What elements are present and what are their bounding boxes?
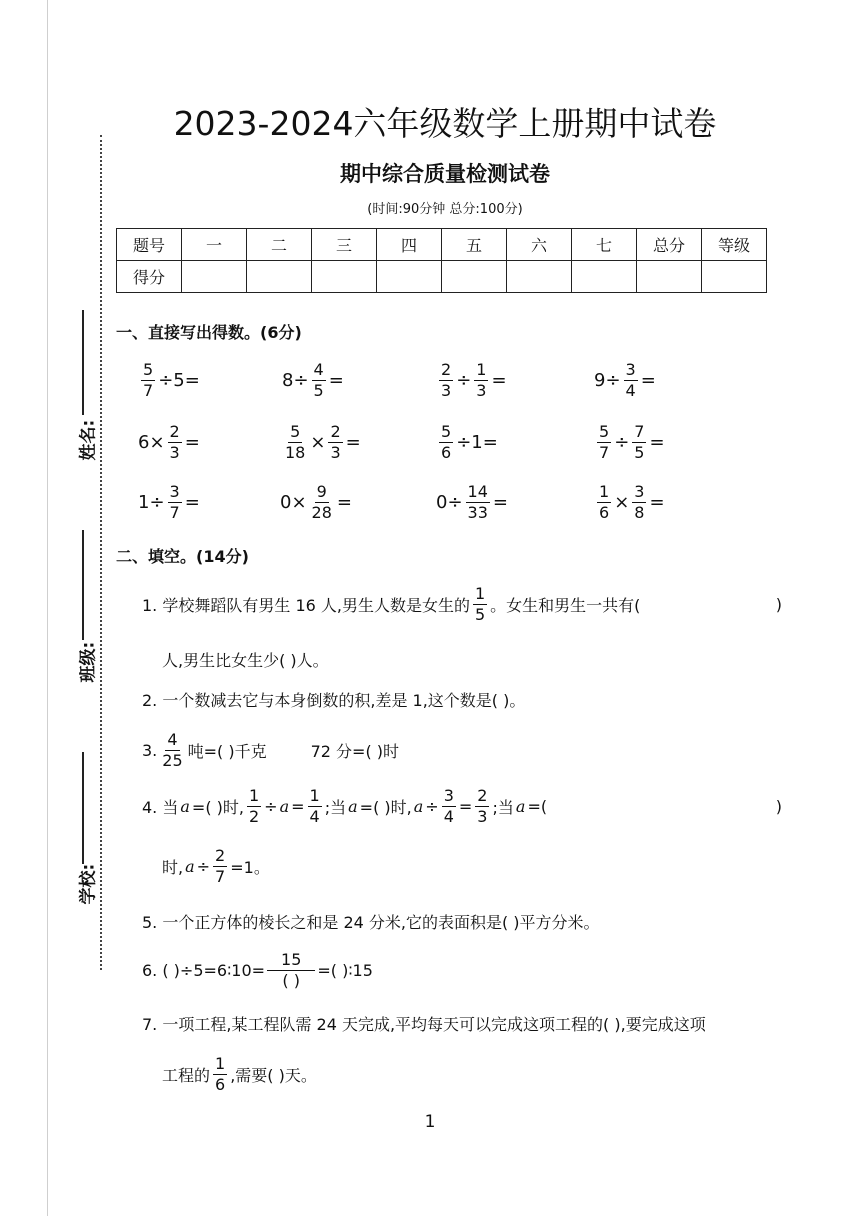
section1-title: 一、直接写出得数。(6分) [116,323,302,342]
calc-item: 0÷ $\frac{14}{33}$ = [436,482,508,522]
score-header-cell: 一 [182,229,247,261]
fraction: $\frac{5}{7}$ [599,422,610,462]
name-blank-line [82,310,84,415]
class-blank-line [82,530,84,640]
question-5: 5. 一个正方体的棱长之和是 24 分米,它的表面积是( )平方分米。 [142,913,600,932]
fraction: $\frac{2}{3}$ [441,360,452,400]
school-blank-line [82,752,84,864]
fraction: $\frac{1}{4}$ [309,786,320,826]
fraction: $\frac{2}{7}$ [215,846,226,886]
section2-title: 二、填空。(14分) [116,547,249,566]
calc-item: $\frac{5}{6}$ ÷1= [441,422,498,462]
exam-info: (时间:90分钟 总分:100分) [367,202,523,217]
question-4: 4. 当 a =( )时, $\frac{1}{2}$ ÷ a = $\frac{1}{4}$ ;当 a =( )时, a ÷ $\frac{3}{4}$ = $\frac{2}{3}$ ;当 a =( ) [142,786,782,826]
calc-item: 0× $\frac{9}{28}$ = [280,482,352,522]
score-table [116,228,767,293]
fraction: $\frac{4}{5}$ [313,360,324,400]
score-cell[interactable] [312,261,377,293]
calc-item: $\frac{5}{7}$ ÷5= [143,360,200,400]
score-header-cell: 总分 [637,229,702,261]
calc-item: 6× $\frac{2}{3}$ = [138,422,200,462]
calc-item: $\frac{5}{18}$ × $\frac{2}{3}$ = [285,422,361,462]
score-header-cell: 七 [572,229,637,261]
score-row-label: 得分 [117,261,182,293]
question-2: 2. 一个数减去它与本身倒数的积,差是 1,这个数是( )。 [142,691,526,710]
question-3: 3. $\frac{4}{25}$ 吨=( )千克 72 分=( )时 [142,730,400,770]
fraction: $\frac{15}{( )}$ [267,952,315,989]
calc-item: $\frac{2}{3}$ ÷ $\frac{1}{3}$ = [441,360,507,400]
score-table-header-row [117,229,767,261]
fraction: $\frac{5}{7}$ [143,360,154,400]
score-cell[interactable] [637,261,702,293]
score-header-cell: 五 [442,229,507,261]
question-1: 1. 学校舞蹈队有男生 16 人,男生人数是女生的 $\frac{1}{5}$ 。女生和男生一共有( ) [142,584,782,624]
fraction: $\frac{1}{5}$ [474,584,486,624]
fraction: $\frac{2}{3}$ [169,422,180,462]
fraction: $\frac{5}{18}$ [285,422,306,462]
fraction: $\frac{3}{4}$ [625,360,636,400]
score-cell[interactable] [507,261,572,293]
binding-dotted-line [100,135,102,970]
score-header-cell: 四 [377,229,442,261]
fraction: $\frac{1}{6}$ [599,482,610,522]
score-cell[interactable] [182,261,247,293]
score-header-cell: 六 [507,229,572,261]
fraction: $\frac{2}{3}$ [330,422,341,462]
fraction: $\frac{2}{3}$ [477,786,488,826]
question-6: 6. ( )÷5=6∶10= $\frac{15}{( )}$ =( )∶15 [142,950,373,990]
page-number: 1 [424,1112,436,1132]
fraction: $\frac{1}{2}$ [248,786,260,826]
question-7-line2: 工程的 $\frac{1}{6}$ ,需要( )天。 [162,1054,317,1094]
question-7: 7. 一项工程,某工程队需 24 天完成,平均每天可以完成这项工程的( ),要完成这项 [142,1015,706,1034]
calc-item: $\frac{5}{7}$ ÷ $\frac{7}{5}$ = [599,422,665,462]
name-label: 姓名: [78,419,99,461]
fraction: $\frac{14}{33}$ [467,482,488,522]
calc-item: 9÷ $\frac{3}{4}$ = [594,360,656,400]
page-title: 2023-2024六年级数学上册期中试卷 [173,104,717,143]
score-header-cell: 题号 [117,229,182,261]
calc-item: 8÷ $\frac{4}{5}$ = [282,360,344,400]
score-cell[interactable] [377,261,442,293]
exam-subtitle: 期中综合质量检测试卷 [340,161,550,186]
score-table-score-row [117,261,767,293]
score-header-cell: 二 [247,229,312,261]
fraction: $\frac{4}{25}$ [162,730,183,770]
fraction: $\frac{7}{5}$ [634,422,645,462]
fraction: $\frac{3}{7}$ [169,482,180,522]
calc-item: $\frac{1}{6}$ × $\frac{3}{8}$ = [599,482,665,522]
calc-item: 1÷ $\frac{3}{7}$ = [138,482,200,522]
score-cell[interactable] [247,261,312,293]
score-cell[interactable] [572,261,637,293]
score-header-cell: 等级 [702,229,767,261]
question-1-line2: 人,男生比女生少( )人。 [162,651,329,670]
score-cell[interactable] [702,261,767,293]
question-4-line2: 时, a ÷ $\frac{2}{7}$ =1。 [162,846,270,886]
fraction: $\frac{3}{4}$ [443,786,454,826]
score-header-cell: 三 [312,229,377,261]
fraction: $\frac{1}{3}$ [476,360,487,400]
fraction: $\frac{5}{6}$ [441,422,452,462]
class-label: 班级: [78,641,99,683]
school-label: 学校: [78,863,99,905]
fraction: $\frac{3}{8}$ [634,482,645,522]
fraction: $\frac{9}{28}$ [311,482,332,522]
fraction: $\frac{1}{6}$ [215,1054,226,1094]
score-cell[interactable] [442,261,507,293]
